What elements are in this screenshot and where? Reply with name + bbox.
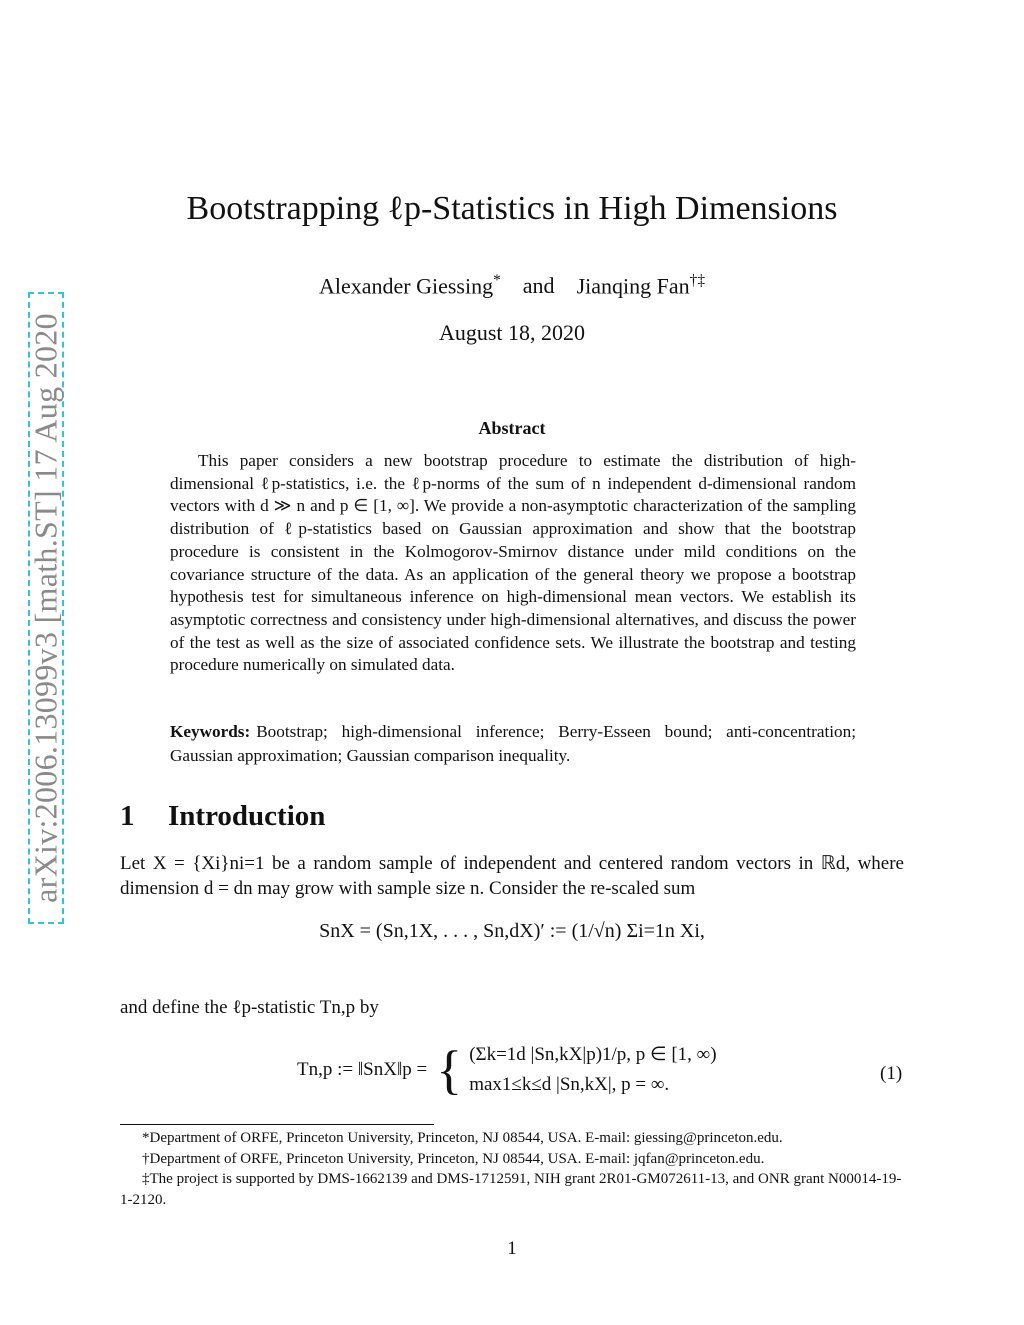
keywords-block [170,720,856,768]
paper-date: August 18, 2020 [438,320,586,345]
paper-title: Bootstrapping ℓp-Statistics in High Dimensions [186,190,838,227]
abstract-text: This paper considers a new bootstrap procedure to estimate the distribution of high-dimensional ℓp-statistics, i.e. the ℓp-norms of the sum of n independent d-dimensional random vectors with d ≫ n and p ∈ [1, ∞]. We provide a non-asymptotic characterization of the sampling distribution of ℓp-statistics based on Gaussian approximation and show that the bootstrap procedure is consistent in the Kolmogorov-Smirnov distance under mild conditions on the covariance structure of the data. As an application of the general theory we propose a bootstrap hypothesis test for simultaneous inference on high-dimensional mean vectors. We establish its asymptotic correctness and consistency under high-dimensional alternatives, and discuss the power of the test as well as the size of associated confidence sets. We illustrate the bootstrap and testing procedure numerically on simulated data. [170,451,856,675]
equation-cases [468,1038,717,1101]
section-number: 1 [120,800,135,832]
footnote-giessing: *Department of ORFE, Princeton University, Princeton, NJ 08544, USA. E-mail: giessing@princeton.edu. [142,1130,783,1146]
equation-case-infinite-p: max1≤k≤d |Sn,kX|, p = ∞. [469,1074,670,1095]
author-conjunction: and [522,273,555,299]
equation-layout [296,1038,718,1101]
arxiv-identifier-stamp [28,292,64,924]
equation-rescaled-sum: SnX = (Sn,1X, . . . , Sn,dX)′ := (1/√n) Σi=1n Xi, [319,920,705,942]
intro-paragraph-1: Let X = {Xi}ni=1 be a random sample of independent and centered random vectors in ℝd, where dimension d = dn may grow with sample size n. Consider the re-scaled sum [120,853,904,899]
intro-paragraph-2: and define the ℓp-statistic Tn,p by [120,997,379,1018]
author-line [0,272,1024,299]
equation-lp-statistic [296,1038,718,1101]
cases-brace: { [436,1039,463,1100]
footnote-rule [120,1124,434,1125]
author-fan: Jianqing Fan [576,273,690,299]
equation-case-finite-p: (Σk=1d |Sn,kX|p)1/p, p ∈ [1, ∞) [469,1044,717,1065]
equation-lhs: Tn,p := ‖SnX‖p = [297,1058,428,1080]
footnote-fan: †Department of ORFE, Princeton University, Princeton, NJ 08544, USA. E-mail: jqfan@princeton.edu. [142,1150,765,1167]
section-heading-introduction [120,800,325,833]
abstract-heading: Abstract [478,418,546,438]
author1-footnote-mark: * [493,272,501,289]
keywords-text: Bootstrap; high-dimensional inference; Berry-Esseen bound; anti-concentration; Gaussian approximation; Gaussian comparison inequality. [170,722,856,765]
author-giessing: Alexander Giessing [318,273,494,299]
footnotes [120,1128,904,1210]
equation-number: (1) [880,1063,903,1084]
keywords-label: Keywords: [170,722,251,741]
author2-footnote-mark: †‡ [689,272,706,289]
footnote-funding: ‡The project is supported by DMS-1662139 and DMS-1712591, NIH grant 2R01-GM072611-13, and ONR grant N00014-19-1-2120. [120,1171,902,1208]
section-title: Introduction [168,800,326,832]
page-number: 1 [507,1238,517,1259]
arxiv-identifier: arXiv:2006.13099v3 [math.ST] 17 Aug 2020 [27,313,64,903]
